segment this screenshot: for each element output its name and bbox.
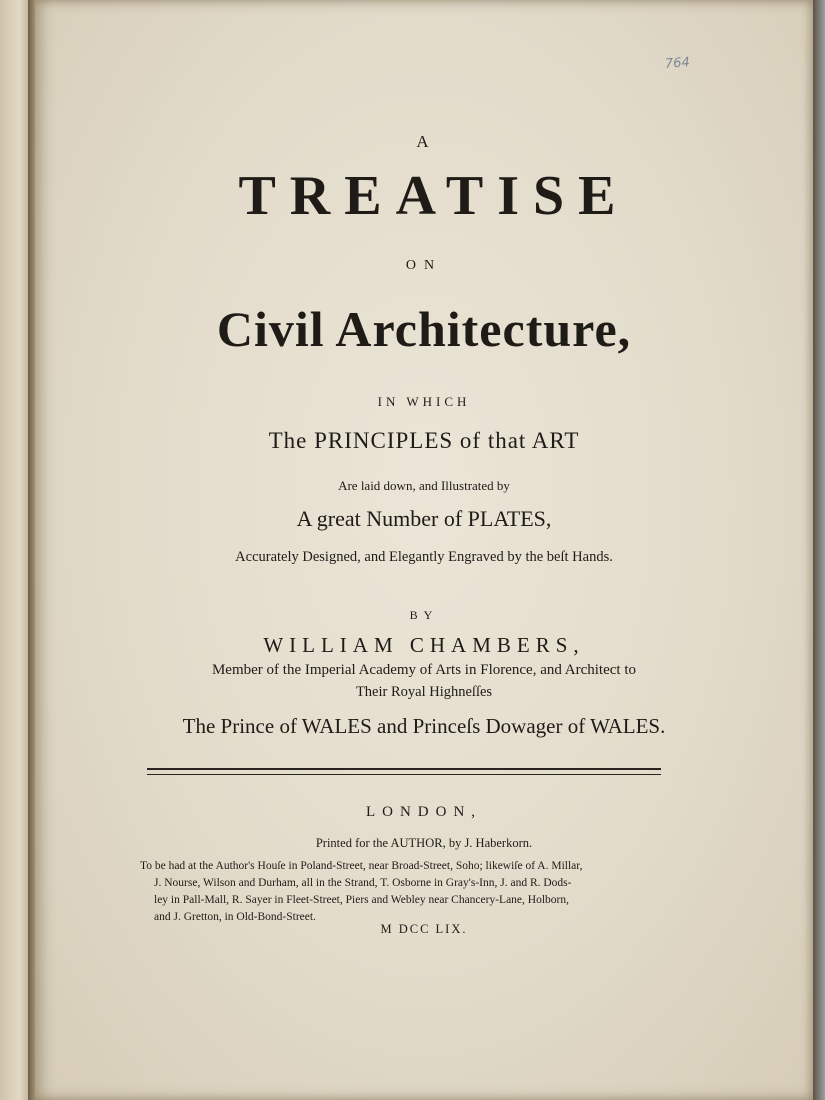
imprint-city: LONDON, bbox=[365, 804, 483, 820]
author-membership: Member of the Imperial Academy of Arts in Florence, and Architect to bbox=[211, 662, 637, 678]
booksellers-line: ley in Pall-Mall, R. Sayer in Fleet-Street, Piers and Webley near Chancery-Lane, Holborn, bbox=[154, 894, 569, 906]
title-page bbox=[35, 0, 813, 1100]
double-rule-bottom bbox=[147, 774, 661, 775]
double-rule-top bbox=[147, 768, 661, 770]
booksellers-list bbox=[140, 858, 670, 926]
by-line: BY bbox=[409, 608, 439, 622]
prince-line: The Prince of WALES and Princeſs Dowager of WALES. bbox=[182, 714, 666, 738]
title-article: A bbox=[416, 132, 432, 151]
booksellers-line: To be had at the Author's Houſe in Poland-Street, near Broad-Street, Soho; likewiſe of A. Millar, bbox=[140, 860, 583, 872]
designed-line: Accurately Designed, and Elegantly Engraved by the beſt Hands. bbox=[235, 549, 613, 565]
page-title: TREATISE bbox=[238, 165, 630, 227]
author-name: WILLIAM CHAMBERS, bbox=[263, 633, 585, 657]
booksellers-line: and J. Gretton, in Old-Bond-Street. bbox=[154, 911, 316, 923]
principles-line: The PRINCIPLES of that ART bbox=[268, 428, 580, 453]
title-on: ON bbox=[405, 258, 443, 273]
laid-down-line: Are laid down, and Illustrated by bbox=[338, 478, 510, 493]
in-which-line: IN WHICH bbox=[377, 394, 471, 409]
plates-line: A great Number of PLATES, bbox=[296, 506, 552, 531]
booksellers-line: J. Nourse, Wilson and Durham, all in the Strand, T. Osborne in Gray's-Inn, J. and R. Dods- bbox=[154, 877, 572, 889]
royal-highnesses-line: Their Royal Highneſſes bbox=[355, 684, 493, 700]
imprint-printer: Printed for the AUTHOR, by J. Haberkorn. bbox=[315, 836, 533, 850]
imprint-year: M DCC LIX. bbox=[380, 922, 468, 936]
title-subject: Civil Architecture, bbox=[216, 301, 632, 357]
pencil-note: 764 bbox=[664, 55, 691, 72]
